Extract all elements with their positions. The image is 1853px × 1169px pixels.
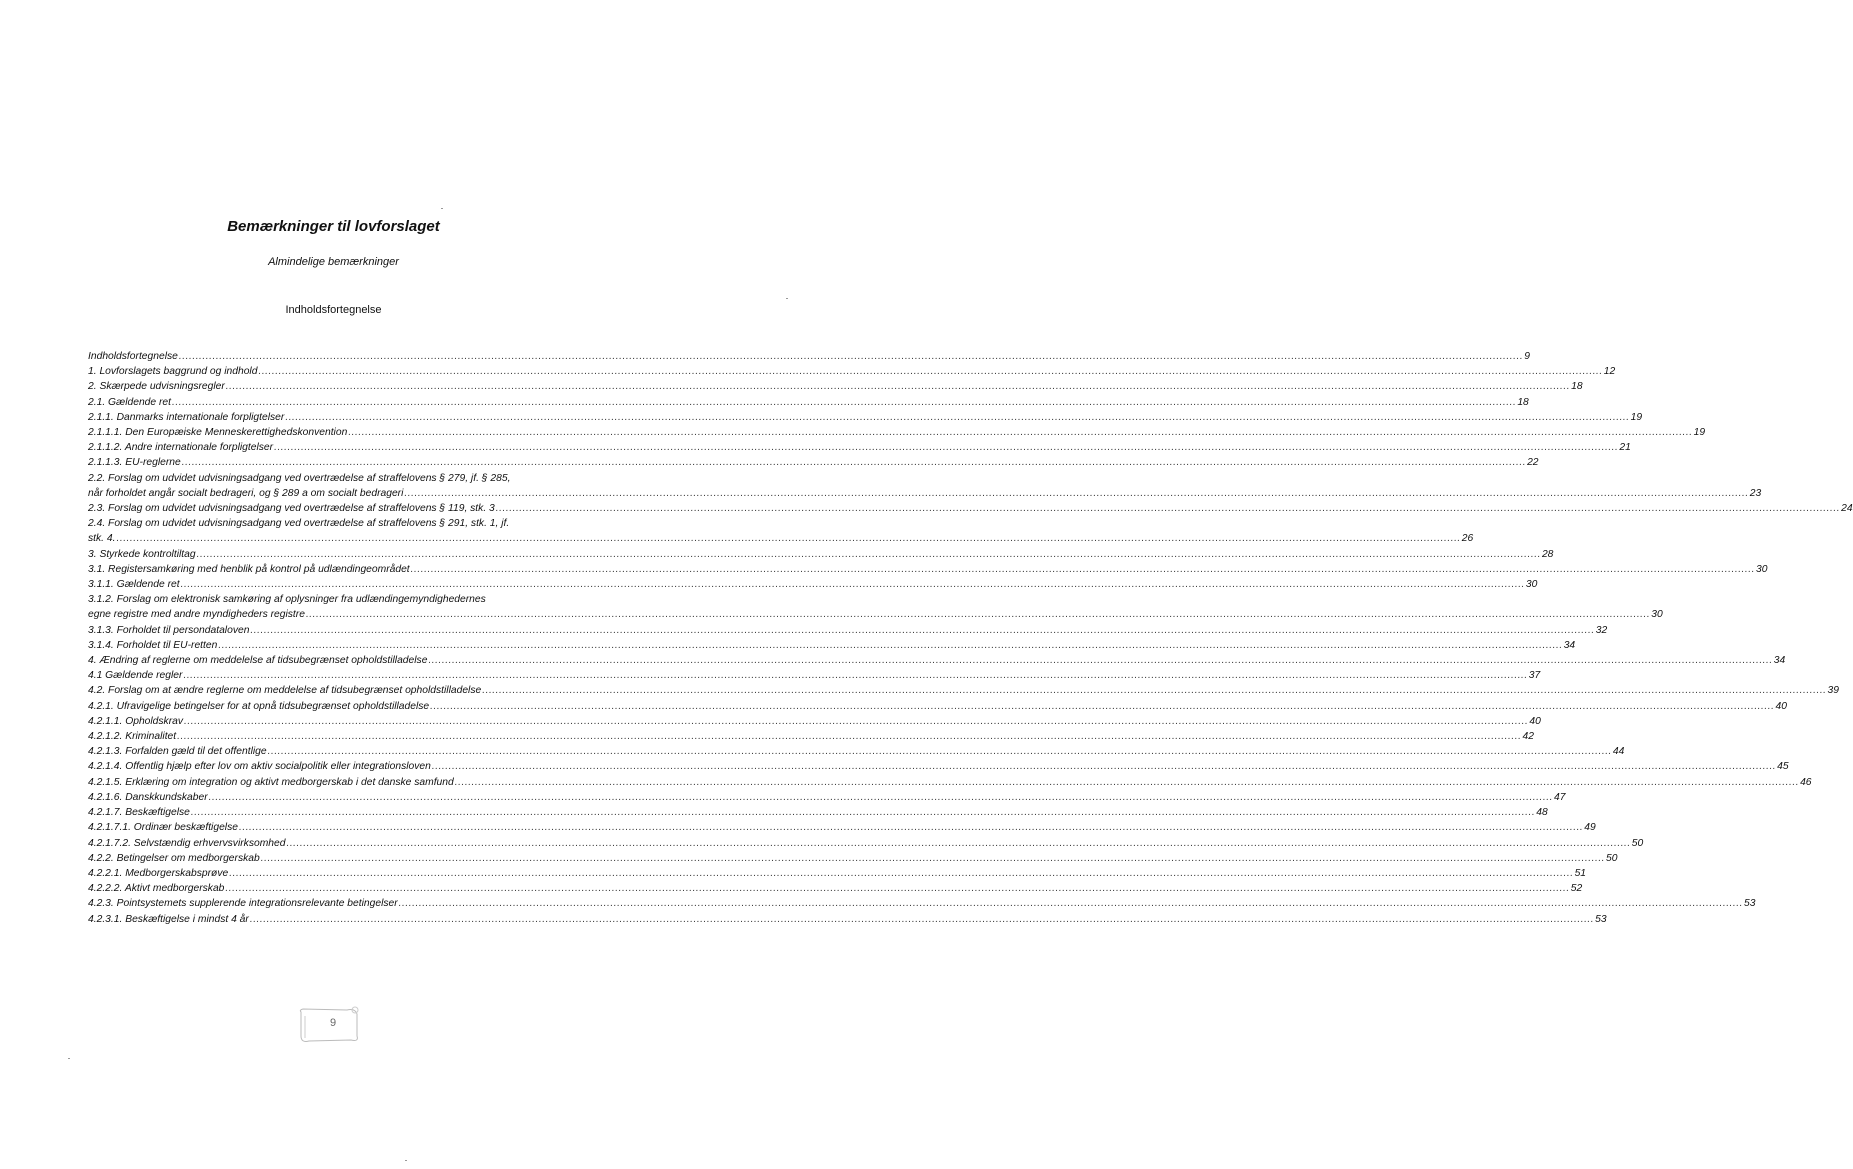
toc-entry-label: Indholdsfortegnelse [88, 351, 178, 362]
toc-entry-label: 2.1.1.2. Andre internationale forpligtelser [88, 442, 274, 454]
toc-page-number: 23 [1749, 487, 1762, 499]
toc-entry-label: 4.2.1.7. Beskæftigelse [88, 807, 190, 819]
toc-dot-leader: ................................................................................................................................................................................................................................................................................................................................................................................................................ [196, 548, 1541, 560]
toc-dot-leader: ................................................................................................................................................................................................................................................................................................................................................................................................................ [184, 715, 1529, 727]
toc-page-number: 49 [1584, 822, 1596, 834]
toc-dot-leader: ................................................................................................................................................................................................................................................................................................................................................................................................................ [428, 655, 1773, 667]
toc-entry-label: 4.2. Forslag om at ændre reglerne om meddelelse af tidsubegrænset opholdstilladelse [88, 685, 482, 697]
toc-page-number: 26 [1461, 533, 1474, 545]
toc-page-number: 40 [1529, 715, 1541, 727]
toc-page-number: 30 [1525, 579, 1538, 591]
toc-entry [88, 699, 1787, 714]
toc-dot-leader: ................................................................................................................................................................................................................................................................................................................................................................................................................ [348, 427, 1693, 439]
toc-page-number: 47 [1553, 791, 1566, 803]
toc-dot-leader: ................................................................................................................................................................................................................................................................................................................................................................................................................ [410, 563, 1755, 575]
toc-dot-leader: ................................................................................................................................................................................................................................................................................................................................................................................................................ [431, 761, 1777, 773]
toc-dot-leader: ................................................................................................................................................................................................................................................................................................................................................................................................................ [172, 396, 1517, 408]
toc-entry [88, 440, 1631, 455]
toc-entry-label: 4.1 Gældende regler [88, 670, 183, 682]
toc-entry-label: 2.3. Forslag om udvidet udvisningsadgang ved overtrædelse af straffelovens § 119, stk. 3 [88, 503, 495, 515]
toc-dot-leader: ................................................................................................................................................................................................................................................................................................................................................................................................................ [430, 700, 1775, 712]
toc-entry [88, 501, 1853, 516]
toc-entry [88, 547, 1554, 562]
toc-entry-label: 2.1. Gældende ret [88, 396, 171, 408]
toc-page-number: 53 [1595, 913, 1607, 925]
toc-heading: Indholdsfortegnelse [285, 304, 382, 316]
toc-dot-leader: ................................................................................................................................................................................................................................................................................................................................................................................................................ [260, 852, 1606, 864]
document-subtitle: Almindelige bemærkninger [268, 256, 399, 268]
toc-entry-label: 4.2.1.7.1. Ordinær beskæftigelse [88, 822, 238, 834]
toc-page-number: 9 [1524, 351, 1530, 362]
toc-entry-label: 4.2.1.6. Danskkundskaber [88, 791, 208, 803]
toc-entry [88, 592, 1663, 622]
toc-entry-label-line: 2.4. Forslag om udvidet udvisningsadgang ved overtrædelse af straffelovens § 291, stk. 1, jf. [88, 518, 510, 530]
toc-entry [88, 577, 1538, 592]
toc-entry [88, 714, 1541, 729]
toc-entry [88, 638, 1576, 653]
toc-entry [88, 455, 1539, 470]
toc-entry [88, 395, 1529, 410]
toc-page-number: 19 [1693, 427, 1706, 439]
toc-entry-label: 4.2.2.2. Aktivt medborgerskab [88, 883, 225, 895]
toc-dot-leader: ................................................................................................................................................................................................................................................................................................................................................................................................................ [183, 670, 1528, 682]
toc-page-number: 30 [1651, 609, 1663, 621]
toc-page-number: 39 [1827, 685, 1840, 697]
toc-dot-leader: ................................................................................................................................................................................................................................................................................................................................................................................................................ [286, 837, 1631, 849]
toc-entry [88, 790, 1566, 805]
toc-entry-label: egne registre med andre myndigheders registre [88, 609, 305, 621]
toc-entry [88, 836, 1644, 851]
toc-dot-leader: ................................................................................................................................................................................................................................................................................................................................................................................................................ [285, 411, 1630, 423]
toc-page-number: 45 [1777, 761, 1789, 773]
toc-dot-leader: ................................................................................................................................................................................................................................................................................................................................................................................................................ [178, 351, 1524, 362]
toc-entry-label: 4.2.3. Pointsystemets supplerende integrationsrelevante betingelser [88, 898, 398, 910]
toc-entry [88, 364, 1616, 379]
toc-entry-label: 1. Lovforslagets baggrund og indhold [88, 366, 258, 378]
toc-entry-label: 3. Styrkede kontroltiltag [88, 548, 196, 560]
toc-page-number: 40 [1775, 700, 1787, 712]
toc-entry-label: 4.2.3.1. Beskæftigelse i mindst 4 år [88, 913, 249, 925]
toc-page-number: 18 [1517, 396, 1529, 408]
toc-page-number: 52 [1570, 883, 1583, 895]
toc-entry-label: 2. Skærpede udvisningsregler [88, 381, 225, 393]
toc-dot-leader: ................................................................................................................................................................................................................................................................................................................................................................................................................ [229, 867, 1574, 879]
toc-entry-label: 4.2.1.2. Kriminalitet [88, 731, 177, 743]
toc-dot-leader: ................................................................................................................................................................................................................................................................................................................................................................................................................ [482, 685, 1827, 697]
toc-entry-label-line: 3.1.2. Forslag om elektronisk samkøring af oplysninger fra udlændingemyndighedernes [88, 594, 486, 606]
toc-page-number: 42 [1522, 731, 1534, 743]
toc-entry [88, 668, 1541, 683]
toc-dot-leader: ................................................................................................................................................................................................................................................................................................................................................................................................................ [398, 898, 1743, 910]
toc-page-number: 21 [1619, 442, 1631, 454]
toc-entry [88, 410, 1643, 425]
page-number-stamp [297, 1006, 361, 1044]
toc-dot-leader: ................................................................................................................................................................................................................................................................................................................................................................................................................ [454, 776, 1800, 788]
toc-entry-label: 3.1.3. Forholdet til persondataloven [88, 624, 250, 636]
toc-entry [88, 562, 1768, 577]
scan-speck [405, 1160, 407, 1161]
toc-entry [88, 471, 1762, 501]
scan-speck [786, 298, 788, 299]
toc-dot-leader: ................................................................................................................................................................................................................................................................................................................................................................................................................ [190, 807, 1536, 819]
toc-entry [88, 775, 1812, 790]
toc-entry-label: 2.1.1.1. Den Europæiske Menneskerettighedskonvention [88, 427, 348, 439]
toc-entry-label: 4. Ændring af reglerne om meddelelse af tidsubegrænset opholdstilladelse [88, 655, 428, 667]
toc-page-number: 18 [1571, 381, 1583, 393]
toc-entry [88, 744, 1625, 759]
toc-page-number: 24 [1841, 503, 1853, 515]
toc-entry-label: stk. 4. [88, 533, 116, 545]
toc-entry-label: 4.2.2. Betingelser om medborgerskab [88, 852, 260, 864]
toc-page-number: 50 [1606, 852, 1618, 864]
toc-entry [88, 912, 1607, 927]
toc-page-number: 53 [1744, 898, 1756, 910]
toc-dot-leader: ................................................................................................................................................................................................................................................................................................................................................................................................................ [267, 746, 1612, 758]
toc-page-number: 28 [1541, 548, 1554, 560]
toc-page-number: 34 [1563, 639, 1576, 651]
toc-entry-label: 2.1.1.3. EU-reglerne [88, 457, 181, 469]
scan-speck [441, 208, 443, 209]
toc-entry-label: 4.2.1.7.2. Selvstændig erhvervsvirksomhed [88, 837, 286, 849]
toc-dot-leader: ................................................................................................................................................................................................................................................................................................................................................................................................................ [181, 457, 1527, 469]
toc-entry-label: 3.1.1. Gældende ret [88, 579, 180, 591]
toc-entry [88, 516, 1474, 546]
toc-page-number: 32 [1595, 624, 1608, 636]
toc-page-number: 19 [1630, 411, 1643, 423]
toc-dot-leader: ................................................................................................................................................................................................................................................................................................................................................................................................................ [404, 487, 1749, 499]
toc-page-number: 44 [1612, 746, 1625, 758]
toc-entry [88, 379, 1583, 394]
document-title: Bemærkninger til lovforslaget [227, 218, 440, 235]
toc-page-number: 48 [1536, 807, 1548, 819]
toc-entry-label: 4.2.2.1. Medborgerskabsprøve [88, 867, 229, 879]
toc-entry-label: når forholdet angår socialt bedrageri, og § 289 a om socialt bedrageri [88, 487, 404, 499]
toc-dot-leader: ................................................................................................................................................................................................................................................................................................................................................................................................................ [218, 639, 1563, 651]
toc-dot-leader: ................................................................................................................................................................................................................................................................................................................................................................................................................ [274, 442, 1619, 454]
toc-entry [88, 881, 1583, 896]
toc-dot-leader: ................................................................................................................................................................................................................................................................................................................................................................................................................ [258, 366, 1603, 378]
toc-entry-label-line: 2.2. Forslag om udvidet udvisningsadgang ved overtrædelse af straffelovens § 279, jf. § 285, [88, 472, 511, 484]
toc-entry [88, 425, 1706, 440]
toc-entry [88, 729, 1534, 744]
table-of-contents [88, 349, 1853, 927]
toc-dot-leader: ................................................................................................................................................................................................................................................................................................................................................................................................................ [250, 624, 1595, 636]
toc-page-number: 34 [1773, 655, 1786, 667]
toc-entry-label: 4.2.1.5. Erklæring om integration og aktivt medborgerskab i det danske samfund [88, 776, 454, 788]
toc-entry [88, 851, 1618, 866]
toc-entry [88, 623, 1608, 638]
toc-page-number: 37 [1528, 670, 1541, 682]
toc-entry [88, 896, 1756, 911]
toc-entry-label: 4.2.1.1. Opholdskrav [88, 715, 184, 727]
toc-entry [88, 683, 1840, 698]
toc-dot-leader: ................................................................................................................................................................................................................................................................................................................................................................................................................ [495, 503, 1841, 515]
toc-dot-leader: ................................................................................................................................................................................................................................................................................................................................................................................................................ [208, 791, 1553, 803]
toc-entry [88, 653, 1786, 668]
toc-entry-label: 2.1.1. Danmarks internationale forpligtelser [88, 411, 285, 423]
toc-page-number: 22 [1527, 457, 1539, 469]
toc-entry [88, 349, 1530, 364]
toc-dot-leader: ................................................................................................................................................................................................................................................................................................................................................................................................................ [177, 731, 1522, 743]
toc-entry-label: 3.1.4. Forholdet til EU-retten [88, 639, 218, 651]
toc-page-number: 46 [1800, 776, 1812, 788]
toc-dot-leader: ................................................................................................................................................................................................................................................................................................................................................................................................................ [238, 822, 1584, 834]
toc-entry-label: 4.2.1. Ufravigelige betingelser for at opnå tidsubegrænset opholdstilladelse [88, 700, 430, 712]
toc-dot-leader: ................................................................................................................................................................................................................................................................................................................................................................................................................ [116, 533, 1461, 545]
toc-page-number: 50 [1631, 837, 1644, 849]
toc-entry [88, 805, 1548, 820]
toc-page-number: 30 [1756, 563, 1768, 575]
toc-dot-leader: ................................................................................................................................................................................................................................................................................................................................................................................................................ [180, 579, 1525, 591]
toc-entry-label: 3.1. Registersamkøring med henblik på kontrol på udlændingeområdet [88, 563, 410, 575]
toc-entry-label: 4.2.1.3. Forfalden gæld til det offentlige [88, 746, 267, 758]
toc-dot-leader: ................................................................................................................................................................................................................................................................................................................................................................................................................ [249, 913, 1595, 925]
toc-page-number: 12 [1603, 366, 1616, 378]
toc-entry [88, 759, 1789, 774]
toc-entry [88, 820, 1596, 835]
stamp-number: 9 [330, 1017, 337, 1029]
toc-page-number: 51 [1574, 867, 1587, 879]
toc-dot-leader: ................................................................................................................................................................................................................................................................................................................................................................................................................ [225, 381, 1571, 393]
toc-dot-leader: ................................................................................................................................................................................................................................................................................................................................................................................................................ [225, 883, 1570, 895]
scan-speck [68, 1058, 70, 1059]
toc-entry [88, 866, 1587, 881]
toc-dot-leader: ................................................................................................................................................................................................................................................................................................................................................................................................................ [305, 609, 1651, 621]
toc-entry-label: 4.2.1.4. Offentlig hjælp efter lov om aktiv socialpolitik eller integrationsloven [88, 761, 431, 773]
